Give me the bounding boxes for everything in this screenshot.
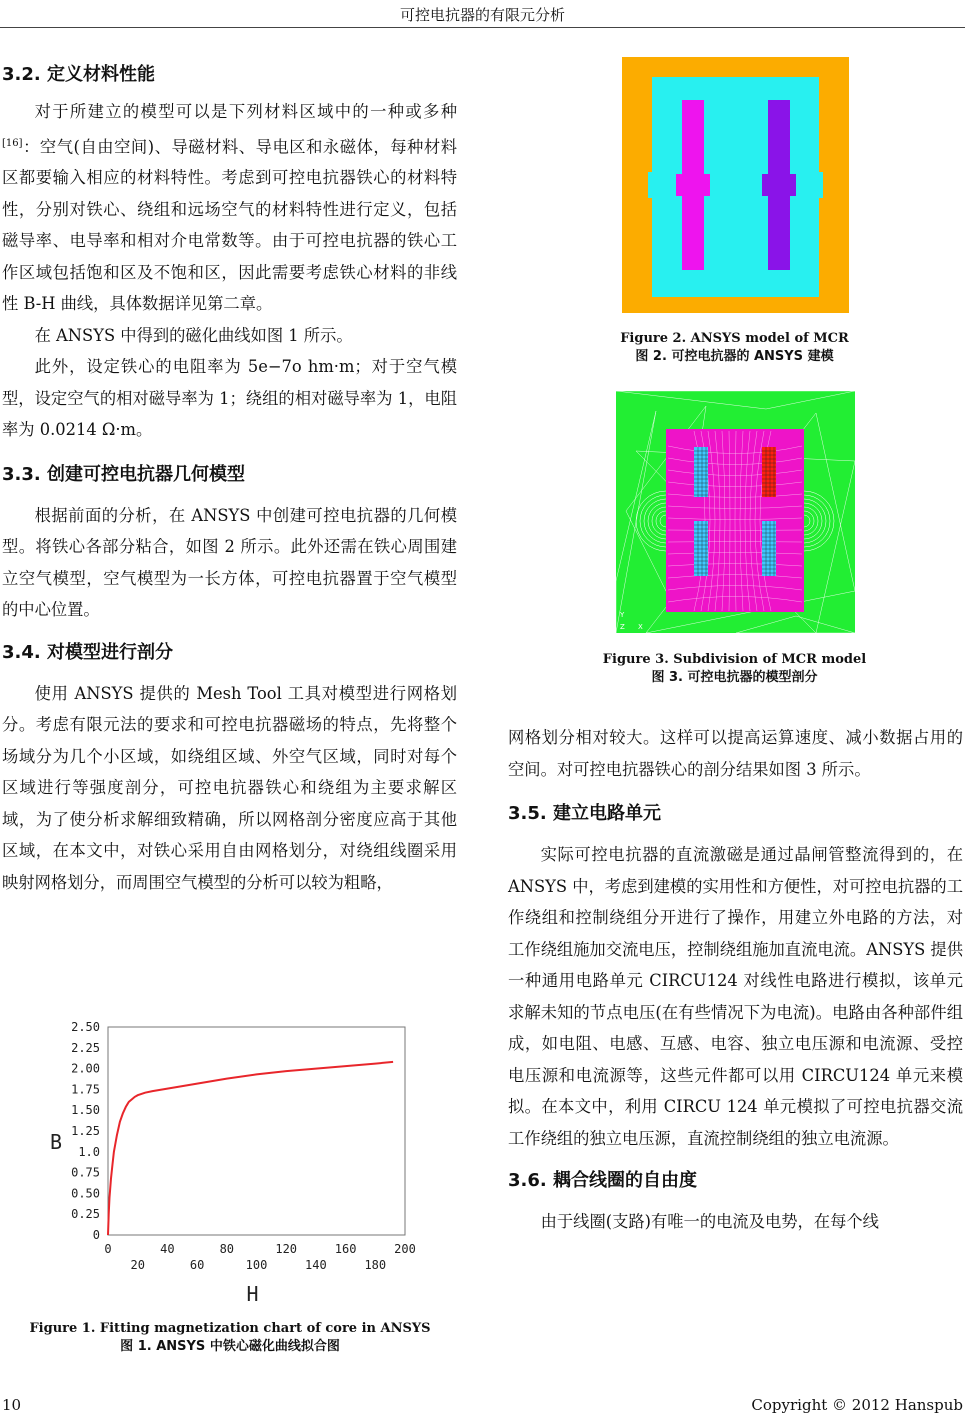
y-tick-label: 0.75 [71, 1165, 100, 1180]
section-3-5-paragraph: 实际可控电抗器的直流激磁是通过晶闸管整流得到的，在 ANSYS 中，考虑到建模的实用性和方便性，对可控电抗器的工作绕组和控制绕组分开进行了操作，用建立外电路的方法，对工作绕组施加交流电压，控制绕组施加直流电流。ANSYS 提供一种通用电路单元 CIRCU124 对线性电路进行模拟，该单元求解未知的节点电压(在有些情况下为电流)。电路由各种部件组成，如电阻、电感、互感、电容、独立电压源和电流源、受控电压源和电流源等，这些元件都可以用 CIRCU124 单元来模拟。在本文中，利用 CIRCU 124 单元模拟了可控电抗器交流工作绕组的独立电压源，直流控制绕组的独立电流源。 [508, 845, 963, 1148]
section-3-6-heading: 3.6. 耦合线圈的自由度 [508, 1170, 697, 1191]
section-3-5-heading: 3.5. 建立电路单元 [508, 803, 661, 824]
y-tick-label: 1.0 [78, 1144, 100, 1159]
y-tick-label: 2.00 [71, 1061, 100, 1076]
page-number: 10 [2, 1396, 22, 1414]
copyright: Copyright © 2012 Hanspub [751, 1396, 963, 1414]
plot-frame [108, 1027, 405, 1235]
section-3-2-paragraph-3: 此外，设定铁心的电阻率为 5e−7o hm·m；对于空气模型，设定空气的相对磁导率为 1；绕组的相对磁导率为 1，电阻率为 0.0214 Ω·m。 [2, 357, 457, 440]
section-3-4-heading: 3.4. 对模型进行剖分 [2, 641, 173, 663]
x-tick-label: 80 [219, 1242, 235, 1256]
x-tick-label: 0 [104, 1242, 112, 1256]
figure-1-caption-en: Figure 1. Fitting magnetization chart of core in ANSYS [29, 1321, 431, 1336]
section-3-4-continued-paragraph: 网格划分相对较大。这样可以提高运算速度、减小数据占用的空间。对可控电抗器铁心的剖分结果如图 3 所示。 [508, 728, 963, 779]
axis-triad-label: Y [620, 611, 625, 619]
left-lower-winding [694, 521, 708, 576]
bh-curve-line [108, 1062, 393, 1235]
figure-3-caption-cn: 图 3. 可控电抗器的模型剖分 [651, 670, 818, 685]
y-tick-label: 0.50 [71, 1186, 100, 1201]
x-tick-label: 140 [305, 1258, 327, 1272]
right-notch [815, 172, 823, 198]
figure-3-caption-en: Figure 3. Subdivision of MCR model [602, 652, 867, 667]
citation-16: [16] [2, 137, 23, 149]
right-limb-center [762, 174, 796, 196]
right-column [508, 722, 963, 1238]
left-limb-center [676, 174, 710, 196]
bh-magnetization-chart [40, 1015, 420, 1310]
figure-3-caption [582, 651, 887, 687]
figure-2-caption [582, 330, 887, 366]
figure-1 [40, 1015, 420, 1310]
mcr-mesh-image [616, 391, 855, 633]
section-3-4-paragraph: 使用 ANSYS 提供的 Mesh Tool 工具对模型进行网格划分。考虑有限元法的要求和可控电抗器磁场的特点，先将整个场域分为几个小区域，如绕组区域、外空气区域，同时对每个区域进行等强度剖分，可控电抗器铁心和绕组为主要求解区域，为了使分析求解细致精确，所以网格剖分密度应高于其他区域，在本文中，对铁心采用自由网格划分，对绕组线圈采用映射网格划分，而周围空气模型的分析可以较为粗略， [2, 683, 457, 892]
section-3-6-paragraph: 由于线圈(支路)有唯一的电流及电势，在每个线 [540, 1212, 879, 1231]
left-notch [648, 172, 656, 198]
figure-1-caption [20, 1320, 440, 1356]
section-3-2-heading: 3.2. 定义材料性能 [2, 64, 155, 85]
x-tick-label: 200 [394, 1242, 416, 1256]
y-tick-label: 1.75 [71, 1082, 100, 1097]
y-tick-label: 0 [92, 1228, 100, 1242]
x-tick-label: 160 [334, 1242, 357, 1256]
section-3-3-heading: 3.3. 创建可控电抗器几何模型 [2, 463, 245, 485]
x-axis-label: H [246, 1282, 259, 1306]
left-column [2, 60, 457, 898]
y-tick-label: 0.25 [71, 1207, 100, 1222]
x-tick-label: 100 [245, 1258, 268, 1272]
y-axis-label: B [50, 1130, 63, 1154]
right-upper-winding [762, 447, 776, 497]
figure-2-caption-cn: 图 2. 可控电抗器的 ANSYS 建模 [635, 349, 834, 364]
right-lower-winding [762, 521, 776, 576]
x-tick-label: 60 [189, 1258, 205, 1272]
axis-triad-label: Z [620, 623, 625, 631]
running-header: 可控电抗器的有限元分析 [399, 6, 565, 24]
y-tick-label: 2.25 [71, 1040, 100, 1055]
figure-1-caption-cn: 图 1. ANSYS 中铁心磁化曲线拟合图 [120, 1339, 340, 1354]
axis-triad-label: X [638, 623, 643, 631]
section-3-3-paragraph: 根据前面的分析，在 ANSYS 中创建可控电抗器的几何模型。将铁心各部分粘合，如图 2 所示。此外还需在铁心周围建立空气模型，空气模型为一长方体，可控电抗器置于空气模型的中心位置。 [2, 505, 457, 620]
header-rule [0, 27, 965, 28]
y-tick-label: 2.50 [71, 1020, 100, 1034]
y-tick-label: 1.50 [71, 1103, 100, 1118]
section-3-2-paragraph-1: 对于所建立的模型可以是下列材料区域中的一种或多种[16]：空气(自由空间)、导磁材料、导电区和永磁体，每种材料区都要输入相应的材料特性。考虑到可控电抗器铁心的材料特性，分别对铁心、绕组和远场空气的材料特性进行定义，包括磁导率、电导率和相对介电常数等。由于可控电抗器的铁心工作区域包括饱和区及不饱和区，因此需要考虑铁心材料的非线性 B-H 曲线，具体数据详见第二章。 [2, 102, 457, 314]
x-tick-label: 120 [275, 1242, 298, 1256]
section-3-2-paragraph-2: 在 ANSYS 中得到的磁化曲线如图 1 所示。 [34, 325, 353, 345]
mcr-model-image [622, 57, 849, 313]
figure-3 [616, 391, 855, 633]
x-tick-label: 20 [130, 1258, 145, 1272]
left-upper-winding [694, 447, 708, 497]
x-tick-label: 180 [364, 1258, 387, 1272]
y-tick-label: 1.25 [71, 1124, 100, 1138]
x-tick-label: 40 [160, 1242, 175, 1256]
figure-2-caption-en: Figure 2. ANSYS model of MCR [620, 331, 849, 346]
figure-2 [622, 57, 849, 313]
